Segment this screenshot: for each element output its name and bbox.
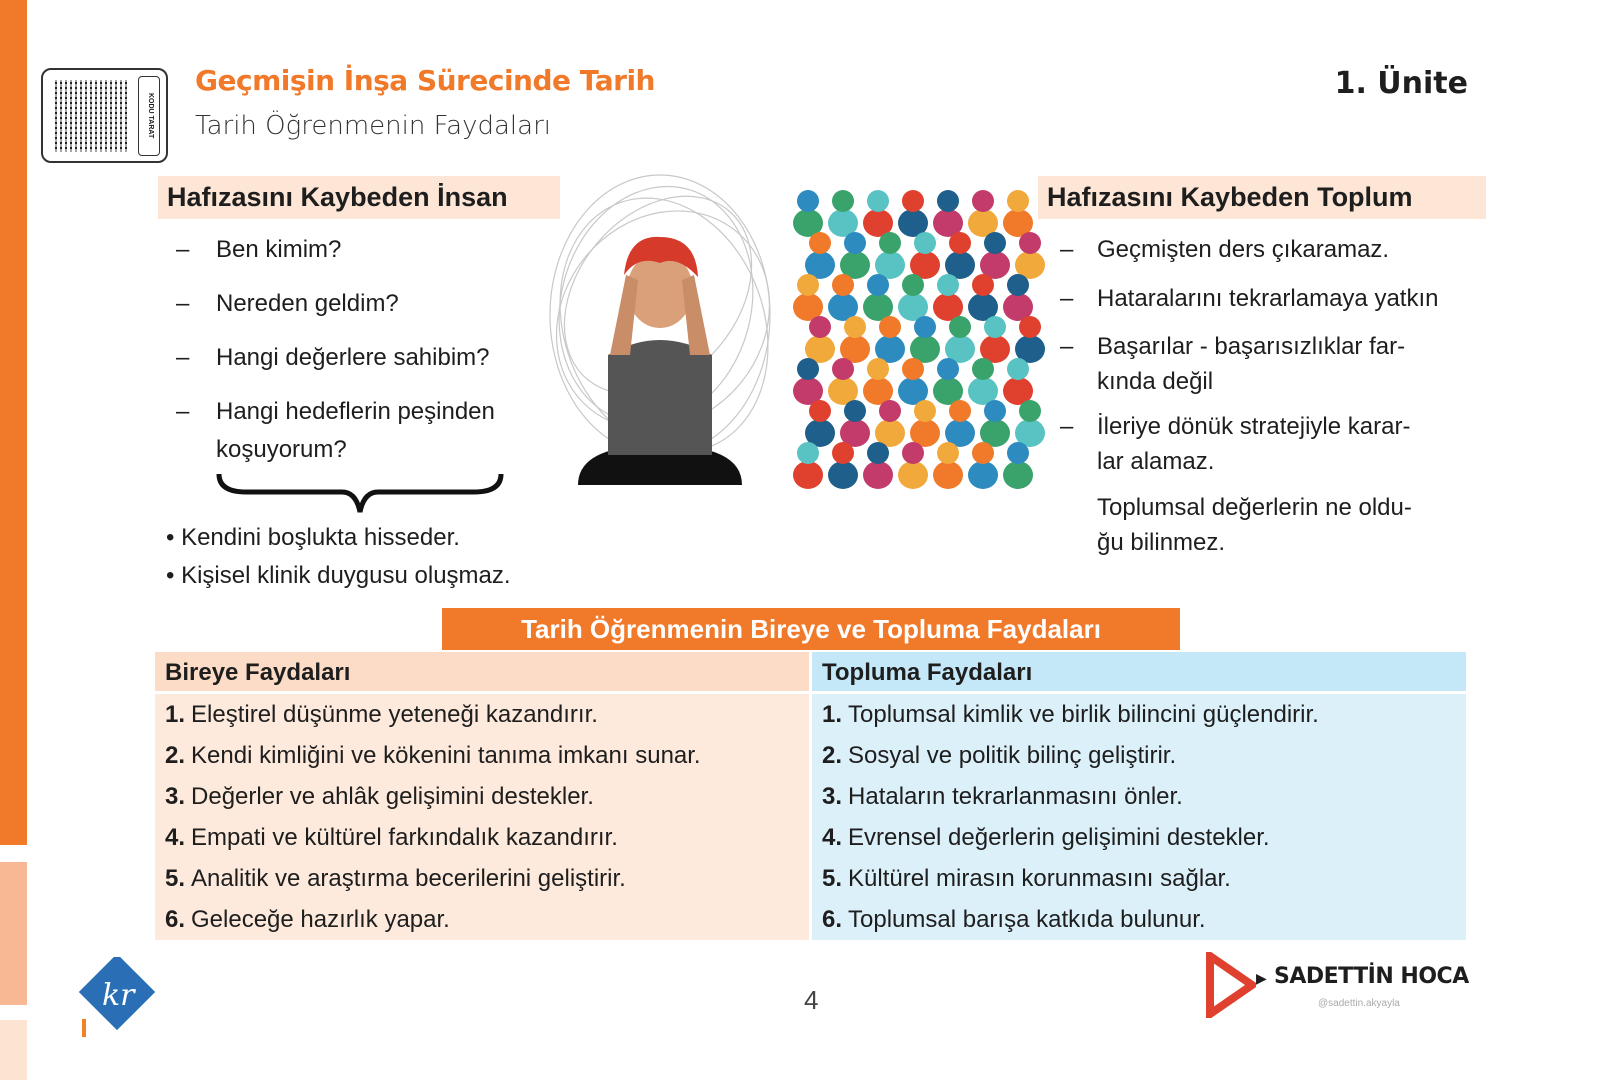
crowd-figure-head (867, 190, 889, 212)
society-item: Hataralarını tekrarlamaya yatkın (1097, 285, 1439, 312)
bullet-text: Kişisel klinik duygusu oluşmaz. (181, 562, 511, 589)
qr-code-box[interactable] (41, 68, 168, 163)
dash: – (176, 344, 190, 371)
crowd-figure-head (972, 358, 994, 380)
row-text: Analitik ve araştırma becerilerini geliştirir. (191, 865, 626, 892)
table-row (155, 735, 809, 776)
crowd-figure-head (902, 442, 924, 464)
crowd-figure-head (1019, 400, 1041, 422)
row-number: 5. (822, 865, 843, 892)
brand-handle: @sadettin.akyayla (1318, 998, 1400, 1009)
side-accent-bar-pale (0, 1020, 27, 1080)
society-item-continued: lar alamaz. (1097, 448, 1215, 475)
society-item: Toplumsal değerlerin ne oldu- (1097, 494, 1412, 521)
table-row (155, 899, 809, 940)
curly-brace-icon (216, 472, 504, 516)
side-accent-bar-light (0, 862, 27, 1005)
crowd-figure-head (949, 232, 971, 254)
crowd-figure-head (867, 442, 889, 464)
crowd-figure-head (797, 274, 819, 296)
crowd-figure-head (972, 190, 994, 212)
row-text: Eleştirel düşünme yeteneği kazandırır. (191, 701, 598, 728)
dash: – (1060, 413, 1074, 440)
crowd-illustration (790, 176, 1046, 497)
question: Nereden geldim? (216, 290, 399, 317)
benefits-table (155, 652, 1466, 940)
qr-code-icon (55, 80, 127, 152)
crowd-figure-head (914, 400, 936, 422)
table-row (155, 694, 809, 735)
crowd-figure-head (914, 232, 936, 254)
bullet-item: • Kişisel klinik duygusu oluşmaz. (166, 562, 511, 589)
brand-name: SADETTİN HOCA (1274, 964, 1469, 989)
crowd-figure-body (828, 461, 858, 489)
dash: – (1060, 285, 1074, 312)
crowd-figure-head (879, 232, 901, 254)
publisher-logo (72, 957, 164, 1045)
row-number: 6. (822, 906, 843, 933)
crowd-figure-head (809, 400, 831, 422)
crowd-figure-head (1007, 442, 1029, 464)
crowd-figure-head (984, 316, 1006, 338)
table-row (812, 694, 1466, 735)
right-heading: Hafızasını Kaybeden Toplum (1038, 176, 1486, 219)
bullet-item: • Kendini boşlukta hisseder. (166, 524, 460, 551)
crowd-figure-head (1007, 358, 1029, 380)
dash: – (176, 398, 190, 425)
question: Hangi hedeflerin peşinden (216, 398, 495, 425)
row-number: 2. (822, 742, 843, 769)
qr-label: KODU TARAT (138, 76, 160, 156)
crowd-figure-head (844, 316, 866, 338)
crowd-figure-head (972, 442, 994, 464)
society-item-continued: ğu bilinmez. (1097, 529, 1226, 556)
crowd-figure-head (914, 316, 936, 338)
crowd-figure-head (984, 232, 1006, 254)
crowd-figure-head (972, 274, 994, 296)
crowd-figure-head (1019, 316, 1041, 338)
table-row (155, 858, 809, 899)
question: Hangi değerlere sahibim? (216, 344, 490, 371)
crowd-figure-body (793, 461, 823, 489)
table-row (155, 776, 809, 817)
row-text: Geleceğe hazırlık yapar. (191, 906, 450, 933)
crowd-figure-head (879, 400, 901, 422)
crowd-figure-head (937, 358, 959, 380)
crowd-figure-head (867, 274, 889, 296)
table-row (812, 899, 1466, 940)
society-benefits-column (812, 652, 1466, 940)
row-text: Toplumsal barışa katkıda bulunur. (848, 906, 1206, 933)
row-text: Sosyal ve politik bilinç geliştirir. (848, 742, 1177, 769)
question: Ben kimim? (216, 236, 342, 263)
crowd-figure-head (937, 274, 959, 296)
dash: – (1060, 236, 1074, 263)
crowd-figure-head (1019, 232, 1041, 254)
brand-mark-icon (1206, 952, 1256, 1018)
row-number: 4. (822, 824, 843, 851)
page-title: Geçmişin İnşa Sürecinde Tarih (195, 64, 655, 97)
crowd-figure-head (937, 190, 959, 212)
row-number: 3. (165, 783, 186, 810)
table-row (812, 817, 1466, 858)
question-continued: koşuyorum? (216, 436, 347, 463)
row-text: Değerler ve ahlâk gelişimini destekler. (191, 783, 594, 810)
crowd-figure-head (937, 442, 959, 464)
page-number: 4 (804, 985, 819, 1015)
row-text: Toplumsal kimlik ve birlik bilincini güçlendirir. (848, 701, 1319, 728)
crowd-figure-head (832, 274, 854, 296)
crowd-figure-body (933, 461, 963, 489)
table-row (812, 776, 1466, 817)
society-item: Geçmişten ders çıkaramaz. (1097, 236, 1390, 263)
crowd-figure-body (968, 461, 998, 489)
crowd-figure-head (949, 400, 971, 422)
crowd-figure-head (797, 190, 819, 212)
society-item: İleriye dönük stratejiyle karar- (1097, 413, 1411, 440)
crowd-figure-body (863, 461, 893, 489)
dash: – (176, 236, 190, 263)
dash: – (176, 290, 190, 317)
crowd-figure-head (1007, 274, 1029, 296)
page-subtitle: Tarih Öğrenmenin Faydaları (195, 111, 551, 141)
crowd-figure-head (797, 442, 819, 464)
table-row (155, 817, 809, 858)
crowd-figure-head (797, 358, 819, 380)
row-number: 6. (165, 906, 186, 933)
row-text: Kültürel mirasın korunmasını sağlar. (848, 865, 1231, 892)
crowd-figure-head (809, 232, 831, 254)
crowd-figure-head (832, 358, 854, 380)
crowd-figure-head (879, 316, 901, 338)
crowd-figure-head (832, 442, 854, 464)
row-text: Empati ve kültürel farkındalık kazandırır. (191, 824, 618, 851)
dash: – (1060, 333, 1074, 360)
side-accent-bar (0, 0, 27, 845)
row-number: 2. (165, 742, 186, 769)
table-row (812, 858, 1466, 899)
bullet-text: Kendini boşlukta hisseder. (181, 524, 460, 551)
row-number: 1. (822, 701, 843, 728)
society-item: Başarılar - başarısızlıklar far- (1097, 333, 1406, 360)
play-icon: ▶ (1256, 970, 1267, 986)
column-header: Bireye Faydaları (155, 652, 809, 694)
row-text: Evrensel değerlerin gelişimini destekler. (848, 824, 1270, 851)
crowd-figure-head (902, 358, 924, 380)
crowd-figure-body (898, 461, 928, 489)
unit-label: 1. Ünite (1334, 66, 1468, 101)
crowd-figure-head (902, 190, 924, 212)
crowd-figure-head (809, 316, 831, 338)
crowd-figure-head (1007, 190, 1029, 212)
left-heading: Hafızasını Kaybeden İnsan (158, 176, 560, 219)
individual-benefits-column (155, 652, 809, 940)
brand-logo (1206, 952, 1506, 1032)
column-header: Topluma Faydaları (812, 652, 1466, 694)
crowd-figure-head (844, 400, 866, 422)
row-text: Kendi kimliğini ve kökenini tanıma imkanı sunar. (191, 742, 701, 769)
crowd-figure-head (844, 232, 866, 254)
row-number: 1. (165, 701, 186, 728)
crowd-figure-head (832, 190, 854, 212)
row-number: 4. (165, 824, 186, 851)
crowd-figure-head (984, 400, 1006, 422)
table-title: Tarih Öğrenmenin Bireye ve Topluma Faydaları (442, 608, 1180, 650)
person-illustration (538, 155, 782, 502)
crowd-figure-head (902, 274, 924, 296)
svg-text:kr: kr (102, 978, 135, 1013)
table-row (812, 735, 1466, 776)
crowd-figure-body (1003, 461, 1033, 489)
row-number: 5. (165, 865, 186, 892)
row-text: Hataların tekrarlanmasını önler. (848, 783, 1183, 810)
crowd-figure-head (949, 316, 971, 338)
society-item-continued: kında değil (1097, 368, 1214, 395)
crowd-figure-head (867, 358, 889, 380)
row-number: 3. (822, 783, 843, 810)
